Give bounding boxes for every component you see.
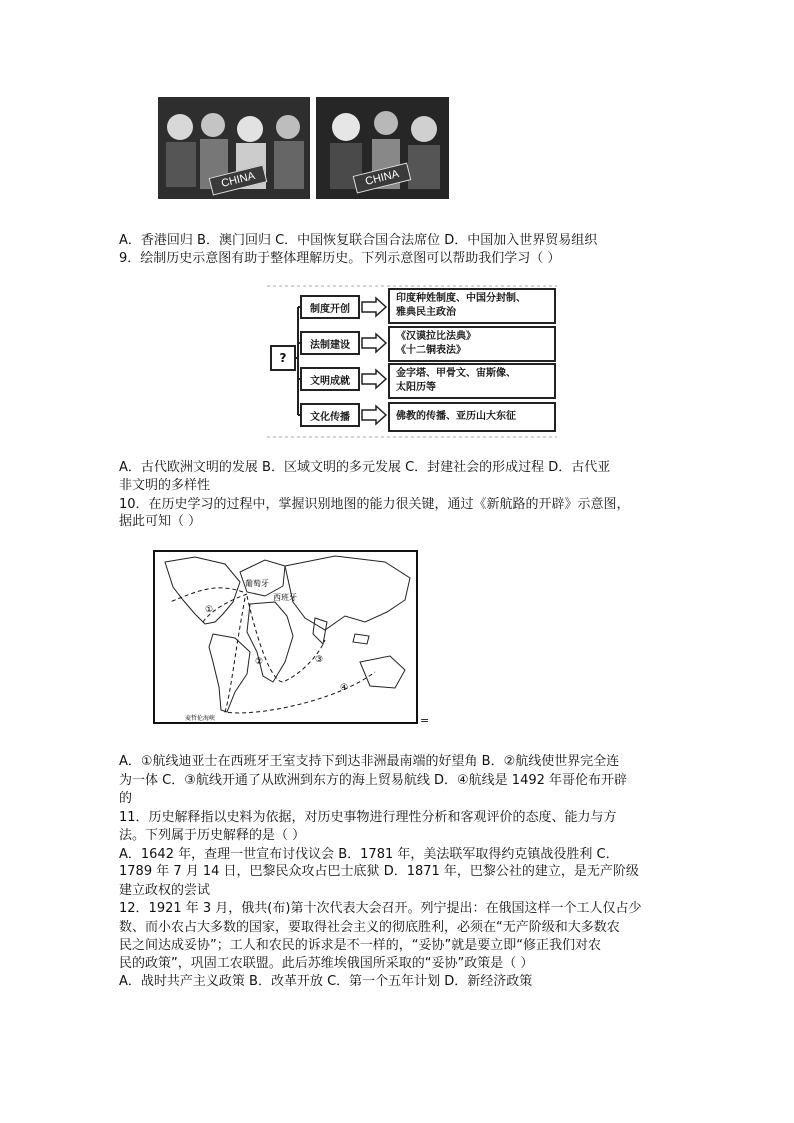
diagram-category-3: 文化传播 [300,403,360,427]
map-route-label-2: ② [255,657,264,667]
new-sea-routes-map [153,550,418,724]
q12-options: A．战时共产主义政策 B．改革开放 C．第一个五年计划 D．新经济政策 [119,974,533,989]
q10-stem-line-1: 10．在历史学习的过程中，掌握识别地图的能力很关键，通过《新航路的开辟》示意图， [119,497,630,512]
q8-options: A．香港回归 B．澳门回归 C．中国恢复联合国合法席位 D．中国加入世界贸易组织 [119,233,598,248]
q9-stem: 9．绘制历史示意图有助于整体理解历史。下列示意图可以帮助我们学习（ ） [119,251,561,266]
q11-options-line-1: A．1642 年，查理一世宣布讨伐议会 B．1781 年，美法联军取得约克镇战役胜利 C． [119,847,619,862]
diagram-category-2: 文明成就 [300,367,360,391]
diagram-root-question: ? [270,345,296,371]
q11-stem-line-2: 法。下列属于历史解释的是（ ） [119,828,306,843]
q11-stem-line-1: 11．历史解释指以史料为依据，对历史事物进行理性分析和客观评价的态度、能力与方 [119,810,617,825]
q12-stem-line-3: 民之间达成妥协”；工人和农民的诉求是不一样的，“妥协”就是要立即“修正我们对农 [119,938,601,953]
q9-options-line-1: A．古代欧洲文明的发展 B．区域文明的多元发展 C．封建社会的形成过程 D．古代亚 [119,460,611,475]
map-route-label-3: ③ [315,655,324,665]
q11-options-line-3: 建立政权的尝试 [119,883,211,898]
photo-left-banner: CHINA [209,164,268,195]
map-equals-mark: = [420,714,430,727]
map-route-label-4: ④ [340,683,349,693]
q9-options-line-2: 非文明的多样性 [119,478,211,493]
photo-right-banner: CHINA [353,162,412,193]
diagram-detail-0-line-0: 印度种姓制度、中国分封制、 [396,293,526,304]
photo-right [316,97,449,199]
diagram-detail-3 [388,402,556,432]
q10-options-line-3: 的 [119,791,133,806]
q11-options-line-2: 1789 年 7 月 14 日，巴黎民众攻占巴士底狱 D．1871 年，巴黎公社的建立，是无产阶级 [119,864,639,879]
diagram-detail-2-line-0: 金字塔、甲骨文、宙斯像、 [396,368,516,379]
diagram-detail-0-line-1: 雅典民主政治 [396,307,456,318]
q12-stem-line-2: 数、而小农占大多数的国家，要取得社会主义的彻底胜利，必须在“无产阶级和大多数农 [119,920,620,935]
q10-options-line-1: A．①航线迪亚士在西班牙王室支持下到达非洲最南端的好望角 B．②航线使世界完全连 [119,754,620,769]
q12-stem-line-1: 12．1921 年 3 月，俄共(布)第十次代表大会召开。列宁提出：在俄国这样一个工人仅占少 [119,901,642,916]
diagram-detail-3-line-0: 佛教的传播、亚历山大东征 [396,411,516,422]
q12-stem-line-4: 民的政策”，巩固工农联盟。此后苏维埃俄国所采取的“妥协”政策是（ ） [119,956,534,971]
diagram-detail-2-line-1: 太阳历等 [396,382,436,393]
world-map-drawing [155,552,418,724]
diagram-category-1: 法制建设 [300,331,360,355]
map-label-spain: 西班牙 [273,593,297,602]
diagram-category-0: 制度开创 [300,295,360,319]
map-caption: 麦哲伦海峡 [185,715,216,722]
q10-stem-line-2: 据此可知（ ） [119,514,202,529]
diagram-detail-1-line-1: 《十二铜表法》 [396,345,466,356]
photo-left [158,97,310,199]
diagram-detail-0 [388,288,556,324]
diagram-detail-1-line-0: 《汉谟拉比法典》 [396,331,476,342]
map-route-label-1: ① [205,605,214,615]
diagram-detail-2 [388,363,556,399]
q10-options-line-2: 为一体 C．③航线开通了从欧洲到东方的海上贸易航线 D．④航线是 1492 年哥伦布开辟 [119,773,628,788]
diagram-detail-1 [388,326,556,362]
map-label-portugal: 葡萄牙 [245,579,269,588]
